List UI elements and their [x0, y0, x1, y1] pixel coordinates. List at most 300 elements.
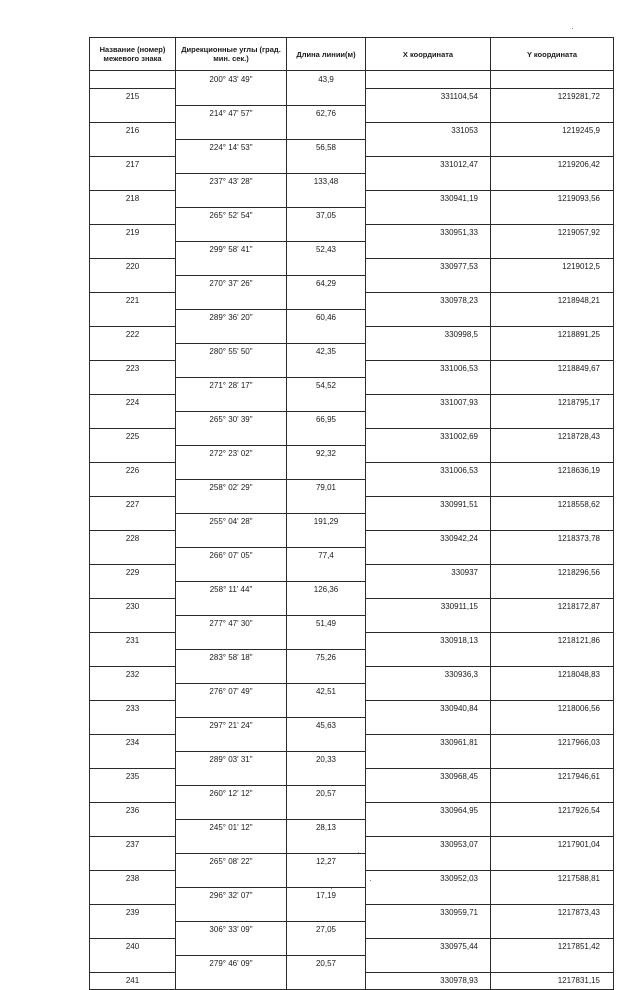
direction-angle-cell: 296° 32' 07" [176, 887, 287, 904]
segment-row [90, 275, 614, 292]
direction-angle-cell [176, 428, 287, 445]
line-length-cell [287, 224, 366, 241]
point-name-cell: 238 [90, 870, 176, 887]
point-name-cell: 240 [90, 938, 176, 955]
point-name-cell [90, 445, 176, 462]
x-coordinate-cell [366, 71, 491, 89]
segment-row [90, 173, 614, 190]
point-name-cell: 223 [90, 360, 176, 377]
point-row [90, 530, 614, 547]
y-coordinate-cell [491, 71, 614, 89]
line-length-cell [287, 564, 366, 581]
x-coordinate-cell: 330936,3 [366, 666, 491, 683]
direction-angle-cell: 265° 08' 22" [176, 853, 287, 870]
point-row [90, 972, 614, 990]
direction-angle-cell [176, 904, 287, 921]
line-length-cell [287, 938, 366, 955]
point-name-cell [90, 615, 176, 632]
y-coordinate-cell [491, 173, 614, 190]
direction-angle-cell [176, 870, 287, 887]
point-name-cell: 233 [90, 700, 176, 717]
direction-angle-cell: 297° 21' 24" [176, 717, 287, 734]
x-coordinate-cell: 330940,84 [366, 700, 491, 717]
direction-angle-cell [176, 394, 287, 411]
point-name-cell [90, 71, 176, 89]
point-name-cell [90, 751, 176, 768]
point-row [90, 734, 614, 751]
header-name: Название (номер) межевого знака [90, 38, 176, 71]
segment-row [90, 71, 614, 89]
point-name-cell: 230 [90, 598, 176, 615]
segment-row [90, 853, 614, 870]
direction-angle-cell: 277° 47' 30" [176, 615, 287, 632]
direction-angle-cell: 245° 01' 12" [176, 819, 287, 836]
direction-angle-cell: 299° 58' 41" [176, 241, 287, 258]
point-name-cell [90, 921, 176, 938]
point-row [90, 666, 614, 683]
line-length-cell [287, 598, 366, 615]
point-row [90, 428, 614, 445]
line-length-cell [287, 428, 366, 445]
line-length-cell: 45,63 [287, 717, 366, 734]
segment-row [90, 819, 614, 836]
line-length-cell [287, 666, 366, 683]
y-coordinate-cell [491, 921, 614, 938]
point-row [90, 802, 614, 819]
y-coordinate-cell: 1219057,92 [491, 224, 614, 241]
line-length-cell [287, 836, 366, 853]
y-coordinate-cell: 1218373,78 [491, 530, 614, 547]
x-coordinate-cell: 330918,13 [366, 632, 491, 649]
x-coordinate-cell [366, 819, 491, 836]
y-coordinate-cell [491, 853, 614, 870]
x-coordinate-cell: 330937 [366, 564, 491, 581]
point-row [90, 326, 614, 343]
x-coordinate-cell [366, 513, 491, 530]
line-length-cell: 17,19 [287, 887, 366, 904]
direction-angle-cell: 306° 33' 09" [176, 921, 287, 938]
point-name-cell: 221 [90, 292, 176, 309]
x-coordinate-cell [366, 343, 491, 360]
point-name-cell [90, 343, 176, 360]
scan-speck [331, 888, 332, 889]
y-coordinate-cell [491, 887, 614, 904]
point-row [90, 598, 614, 615]
y-coordinate-cell [491, 955, 614, 972]
point-row [90, 836, 614, 853]
x-coordinate-cell: 330953,07 [366, 836, 491, 853]
direction-angle-cell [176, 972, 287, 990]
direction-angle-cell [176, 88, 287, 105]
direction-angle-cell [176, 802, 287, 819]
segment-row [90, 717, 614, 734]
direction-angle-cell: 289° 36' 20" [176, 309, 287, 326]
direction-angle-cell: 276° 07' 49" [176, 683, 287, 700]
point-name-cell [90, 819, 176, 836]
point-name-cell: 216 [90, 122, 176, 139]
line-length-cell: 64,29 [287, 275, 366, 292]
point-row [90, 258, 614, 275]
x-coordinate-cell: 330911,15 [366, 598, 491, 615]
header-length: Длина линии(м) [287, 38, 366, 71]
point-name-cell: 217 [90, 156, 176, 173]
point-name-cell: 237 [90, 836, 176, 853]
point-name-cell [90, 683, 176, 700]
x-coordinate-cell: 331012,47 [366, 156, 491, 173]
segment-row [90, 751, 614, 768]
point-row [90, 768, 614, 785]
direction-angle-cell [176, 462, 287, 479]
y-coordinate-cell [491, 275, 614, 292]
line-length-cell [287, 768, 366, 785]
y-coordinate-cell: 1219281,72 [491, 88, 614, 105]
point-name-cell [90, 513, 176, 530]
x-coordinate-cell [366, 649, 491, 666]
line-length-cell: 52,43 [287, 241, 366, 258]
direction-angle-cell: 265° 30' 39" [176, 411, 287, 428]
line-length-cell: 79,01 [287, 479, 366, 496]
y-coordinate-cell [491, 309, 614, 326]
point-row [90, 870, 614, 887]
direction-angle-cell: 258° 02' 29" [176, 479, 287, 496]
line-length-cell: 54,52 [287, 377, 366, 394]
line-length-cell [287, 496, 366, 513]
x-coordinate-cell [366, 411, 491, 428]
coordinates-table-sheet [89, 37, 613, 986]
point-name-cell [90, 853, 176, 870]
point-name-cell: 222 [90, 326, 176, 343]
line-length-cell [287, 530, 366, 547]
segment-row [90, 207, 614, 224]
line-length-cell [287, 122, 366, 139]
x-coordinate-cell [366, 683, 491, 700]
y-coordinate-cell [491, 445, 614, 462]
y-coordinate-cell [491, 207, 614, 224]
line-length-cell [287, 258, 366, 275]
point-name-cell [90, 105, 176, 122]
line-length-cell: 51,49 [287, 615, 366, 632]
direction-angle-cell [176, 190, 287, 207]
line-length-cell: 42,51 [287, 683, 366, 700]
segment-row [90, 921, 614, 938]
y-coordinate-cell: 1218795,17 [491, 394, 614, 411]
direction-angle-cell [176, 530, 287, 547]
point-row [90, 190, 614, 207]
segment-row [90, 479, 614, 496]
direction-angle-cell [176, 564, 287, 581]
point-name-cell [90, 139, 176, 156]
point-name-cell [90, 309, 176, 326]
point-row [90, 156, 614, 173]
y-coordinate-cell: 1218121,86 [491, 632, 614, 649]
direction-angle-cell: 270° 37' 26" [176, 275, 287, 292]
point-name-cell [90, 649, 176, 666]
direction-angle-cell: 280° 55' 50" [176, 343, 287, 360]
x-coordinate-cell [366, 377, 491, 394]
line-length-cell: 28,13 [287, 819, 366, 836]
line-length-cell: 133,48 [287, 173, 366, 190]
point-name-cell [90, 887, 176, 904]
segment-row [90, 785, 614, 802]
point-name-cell: 232 [90, 666, 176, 683]
x-coordinate-cell [366, 207, 491, 224]
x-coordinate-cell: 330975,44 [366, 938, 491, 955]
x-coordinate-cell: 330941,19 [366, 190, 491, 207]
x-coordinate-cell [366, 853, 491, 870]
point-name-cell: 225 [90, 428, 176, 445]
point-name-cell: 236 [90, 802, 176, 819]
point-row [90, 360, 614, 377]
direction-angle-cell [176, 156, 287, 173]
y-coordinate-cell [491, 615, 614, 632]
y-coordinate-cell: 1217588,81 [491, 870, 614, 887]
direction-angle-cell [176, 360, 287, 377]
line-length-cell [287, 632, 366, 649]
line-length-cell: 62,76 [287, 105, 366, 122]
x-coordinate-cell: 330952,03 [366, 870, 491, 887]
point-name-cell: 227 [90, 496, 176, 513]
x-coordinate-cell: 331002,69 [366, 428, 491, 445]
direction-angle-cell [176, 836, 287, 853]
x-coordinate-cell: 331006,53 [366, 462, 491, 479]
direction-angle-cell [176, 700, 287, 717]
direction-angle-cell: 289° 03' 31" [176, 751, 287, 768]
segment-row [90, 445, 614, 462]
x-coordinate-cell: 330998,5 [366, 326, 491, 343]
y-coordinate-cell: 1217851,42 [491, 938, 614, 955]
y-coordinate-cell [491, 139, 614, 156]
direction-angle-cell: 237° 43' 28" [176, 173, 287, 190]
direction-angle-cell [176, 258, 287, 275]
y-coordinate-cell: 1217946,61 [491, 768, 614, 785]
point-name-cell: 224 [90, 394, 176, 411]
line-length-cell: 56,58 [287, 139, 366, 156]
segment-row [90, 241, 614, 258]
point-name-cell [90, 581, 176, 598]
direction-angle-cell: 271° 28' 17" [176, 377, 287, 394]
direction-angle-cell [176, 632, 287, 649]
point-name-cell [90, 411, 176, 428]
x-coordinate-cell [366, 615, 491, 632]
point-name-cell: 235 [90, 768, 176, 785]
line-length-cell [287, 394, 366, 411]
y-coordinate-cell: 1218636,19 [491, 462, 614, 479]
line-length-cell: 12,27 [287, 853, 366, 870]
segment-row [90, 955, 614, 972]
y-coordinate-cell [491, 241, 614, 258]
x-coordinate-cell [366, 309, 491, 326]
y-coordinate-cell: 1217926,54 [491, 802, 614, 819]
y-coordinate-cell [491, 513, 614, 530]
point-name-cell: 215 [90, 88, 176, 105]
direction-angle-cell: 283° 58' 18" [176, 649, 287, 666]
direction-angle-cell [176, 496, 287, 513]
x-coordinate-cell: 331104,54 [366, 88, 491, 105]
line-length-cell: 92,32 [287, 445, 366, 462]
point-row [90, 88, 614, 105]
segment-row [90, 343, 614, 360]
x-coordinate-cell: 330961,81 [366, 734, 491, 751]
line-length-cell: 66,95 [287, 411, 366, 428]
x-coordinate-cell: 330968,45 [366, 768, 491, 785]
header-y: Y координата [491, 38, 614, 71]
point-row [90, 462, 614, 479]
point-row [90, 700, 614, 717]
point-name-cell [90, 717, 176, 734]
point-name-cell: 231 [90, 632, 176, 649]
segment-row [90, 887, 614, 904]
x-coordinate-cell: 330951,33 [366, 224, 491, 241]
segment-row [90, 139, 614, 156]
point-name-cell: 220 [90, 258, 176, 275]
y-coordinate-cell: 1218172,87 [491, 598, 614, 615]
y-coordinate-cell: 1219012,5 [491, 258, 614, 275]
direction-angle-cell [176, 122, 287, 139]
line-length-cell: 191,29 [287, 513, 366, 530]
x-coordinate-cell [366, 887, 491, 904]
y-coordinate-cell: 1218048,83 [491, 666, 614, 683]
line-length-cell: 20,33 [287, 751, 366, 768]
table-header-row [90, 38, 614, 71]
segment-row [90, 411, 614, 428]
y-coordinate-cell [491, 411, 614, 428]
header-x: X координата [366, 38, 491, 71]
point-name-cell [90, 377, 176, 394]
scan-speck [358, 852, 359, 853]
direction-angle-cell [176, 598, 287, 615]
direction-angle-cell [176, 768, 287, 785]
segment-row [90, 649, 614, 666]
x-coordinate-cell [366, 241, 491, 258]
x-coordinate-cell [366, 547, 491, 564]
y-coordinate-cell: 1217901,04 [491, 836, 614, 853]
x-coordinate-cell [366, 105, 491, 122]
scan-speck [572, 28, 573, 29]
point-row [90, 292, 614, 309]
x-coordinate-cell: 330942,24 [366, 530, 491, 547]
point-name-cell: 241 [90, 972, 176, 990]
direction-angle-cell: 214° 47' 57" [176, 105, 287, 122]
y-coordinate-cell [491, 547, 614, 564]
header-angle: Дирекционные углы (град. мин. сек.) [176, 38, 287, 71]
line-length-cell: 20,57 [287, 785, 366, 802]
segment-row [90, 683, 614, 700]
y-coordinate-cell [491, 717, 614, 734]
line-length-cell [287, 462, 366, 479]
point-row [90, 122, 614, 139]
direction-angle-cell [176, 734, 287, 751]
x-coordinate-cell [366, 955, 491, 972]
line-length-cell [287, 870, 366, 887]
x-coordinate-cell [366, 921, 491, 938]
x-coordinate-cell [366, 479, 491, 496]
y-coordinate-cell [491, 751, 614, 768]
x-coordinate-cell [366, 139, 491, 156]
line-length-cell [287, 360, 366, 377]
line-length-cell [287, 802, 366, 819]
line-length-cell: 20,57 [287, 955, 366, 972]
point-row [90, 904, 614, 921]
x-coordinate-cell [366, 173, 491, 190]
segment-row [90, 105, 614, 122]
y-coordinate-cell: 1218558,62 [491, 496, 614, 513]
line-length-cell [287, 972, 366, 990]
line-length-cell: 42,35 [287, 343, 366, 360]
y-coordinate-cell [491, 105, 614, 122]
boundary-coordinates-table [89, 37, 614, 990]
direction-angle-cell: 255° 04' 28" [176, 513, 287, 530]
point-name-cell [90, 955, 176, 972]
direction-angle-cell [176, 666, 287, 683]
point-name-cell [90, 241, 176, 258]
x-coordinate-cell [366, 717, 491, 734]
y-coordinate-cell [491, 785, 614, 802]
y-coordinate-cell [491, 377, 614, 394]
point-row [90, 632, 614, 649]
y-coordinate-cell [491, 581, 614, 598]
y-coordinate-cell: 1217831,15 [491, 972, 614, 990]
y-coordinate-cell: 1217966,03 [491, 734, 614, 751]
point-name-cell [90, 275, 176, 292]
line-length-cell: 60,46 [287, 309, 366, 326]
point-name-cell: 239 [90, 904, 176, 921]
point-name-cell [90, 547, 176, 564]
y-coordinate-cell: 1219245,9 [491, 122, 614, 139]
x-coordinate-cell: 331007,93 [366, 394, 491, 411]
y-coordinate-cell [491, 343, 614, 360]
point-name-cell [90, 207, 176, 224]
point-row [90, 938, 614, 955]
line-length-cell [287, 292, 366, 309]
point-name-cell [90, 785, 176, 802]
y-coordinate-cell: 1219206,42 [491, 156, 614, 173]
point-name-cell: 228 [90, 530, 176, 547]
point-row [90, 564, 614, 581]
line-length-cell: 75,26 [287, 649, 366, 666]
x-coordinate-cell [366, 275, 491, 292]
y-coordinate-cell: 1219093,56 [491, 190, 614, 207]
x-coordinate-cell: 330964,95 [366, 802, 491, 819]
y-coordinate-cell: 1218006,56 [491, 700, 614, 717]
direction-angle-cell: 258° 11' 44" [176, 581, 287, 598]
direction-angle-cell: 266° 07' 05" [176, 547, 287, 564]
x-coordinate-cell: 330978,23 [366, 292, 491, 309]
direction-angle-cell: 200° 43' 49" [176, 71, 287, 89]
line-length-cell: 43,9 [287, 71, 366, 89]
segment-row [90, 377, 614, 394]
y-coordinate-cell: 1218948,21 [491, 292, 614, 309]
line-length-cell [287, 700, 366, 717]
line-length-cell [287, 326, 366, 343]
y-coordinate-cell: 1218296,56 [491, 564, 614, 581]
segment-row [90, 581, 614, 598]
segment-row [90, 547, 614, 564]
direction-angle-cell [176, 292, 287, 309]
point-row [90, 496, 614, 513]
segment-row [90, 615, 614, 632]
y-coordinate-cell [491, 683, 614, 700]
y-coordinate-cell: 1218891,25 [491, 326, 614, 343]
table-body [90, 71, 614, 990]
point-name-cell: 226 [90, 462, 176, 479]
line-length-cell [287, 190, 366, 207]
y-coordinate-cell: 1218849,67 [491, 360, 614, 377]
segment-row [90, 513, 614, 530]
x-coordinate-cell [366, 785, 491, 802]
point-name-cell: 229 [90, 564, 176, 581]
point-name-cell: 219 [90, 224, 176, 241]
point-name-cell [90, 173, 176, 190]
